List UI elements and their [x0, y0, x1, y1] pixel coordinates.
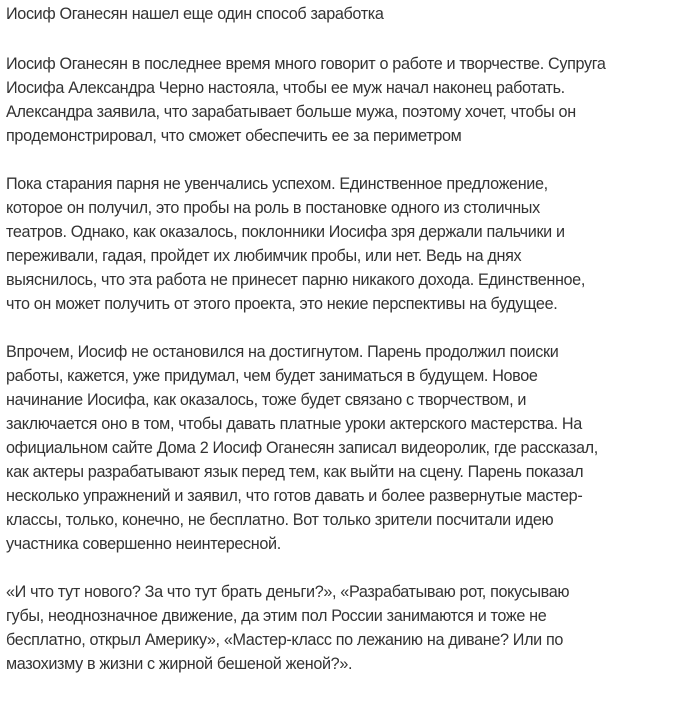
- text-line: работы, кажется, уже придумал, чем будет заниматься в будущем. Новое: [6, 367, 538, 385]
- text-line: участника совершенно неинтересной.: [6, 535, 281, 553]
- text-line: что он может получить от этого проекта, это некие перспективы на будущее.: [6, 295, 558, 313]
- paragraph-viewer-quotes: [6, 580, 690, 676]
- text-line: Пока старания парня не увенчались успехом. Единственное предложение,: [6, 175, 548, 193]
- text-line: переживали, гадая, пройдет их любимчик пробы, или нет. Ведь на днях: [6, 247, 522, 265]
- text-line: выяснилось, что эта работа не принесет парню никакого дохода. Единственное,: [6, 271, 585, 289]
- text-line: Иосиф Оганесян в последнее время много говорит о работе и творчестве. Супруга: [6, 55, 606, 73]
- paragraph-intro: [6, 52, 690, 148]
- text-line: начинание Иосифа, как оказалось, тоже будет связано с творчеством, и: [6, 391, 527, 409]
- article-title: Иосиф Оганесян нашел еще один способ заработка: [6, 5, 384, 23]
- text-line: несколько упражнений и заявил, что готов давать и более развернутые мастер-: [6, 487, 583, 505]
- text-line: официальном сайте Дома 2 Иосиф Оганесян записал видеоролик, где рассказал,: [6, 439, 598, 457]
- text-line: продемонстрировал, что сможет обеспечить ее за периметром: [6, 127, 462, 145]
- paragraph-masterclass: [6, 340, 690, 556]
- text-line: как актеры разрабатывают язык перед тем, как выйти на сцену. Парень показал: [6, 463, 584, 481]
- text-line: губы, неоднозначное движение, да этим пол России занимаются и тоже не: [6, 607, 547, 625]
- text-line: Иосифа Александра Черно настояла, чтобы ее муж начал наконец работать.: [6, 79, 565, 97]
- text-line: театров. Однако, как оказалось, поклонники Иосифа зря держали пальчики и: [6, 223, 565, 241]
- paragraph-audition: [6, 172, 690, 316]
- text-line: классы, только, конечно, не бесплатно. Вот только зрители посчитали идею: [6, 511, 554, 529]
- text-line: Александра заявила, что зарабатывает больше мужа, поэтому хочет, чтобы он: [6, 103, 576, 121]
- text-line: бесплатно, открыл Америку», «Мастер-класс по лежанию на диване? Или по: [6, 631, 564, 649]
- text-line: мазохизму в жизни с жирной бешеной женой?».: [6, 655, 353, 673]
- text-line: «И что тут нового? За что тут брать деньги?», «Разрабатываю рот, покусываю: [6, 583, 570, 601]
- text-line: Впрочем, Иосиф не остановился на достигнутом. Парень продолжил поиски: [6, 343, 559, 361]
- text-line: заключается оно в том, чтобы давать платные уроки актерского мастерства. На: [6, 415, 582, 433]
- text-line: которое он получил, это пробы на роль в постановке одного из столичных: [6, 199, 540, 217]
